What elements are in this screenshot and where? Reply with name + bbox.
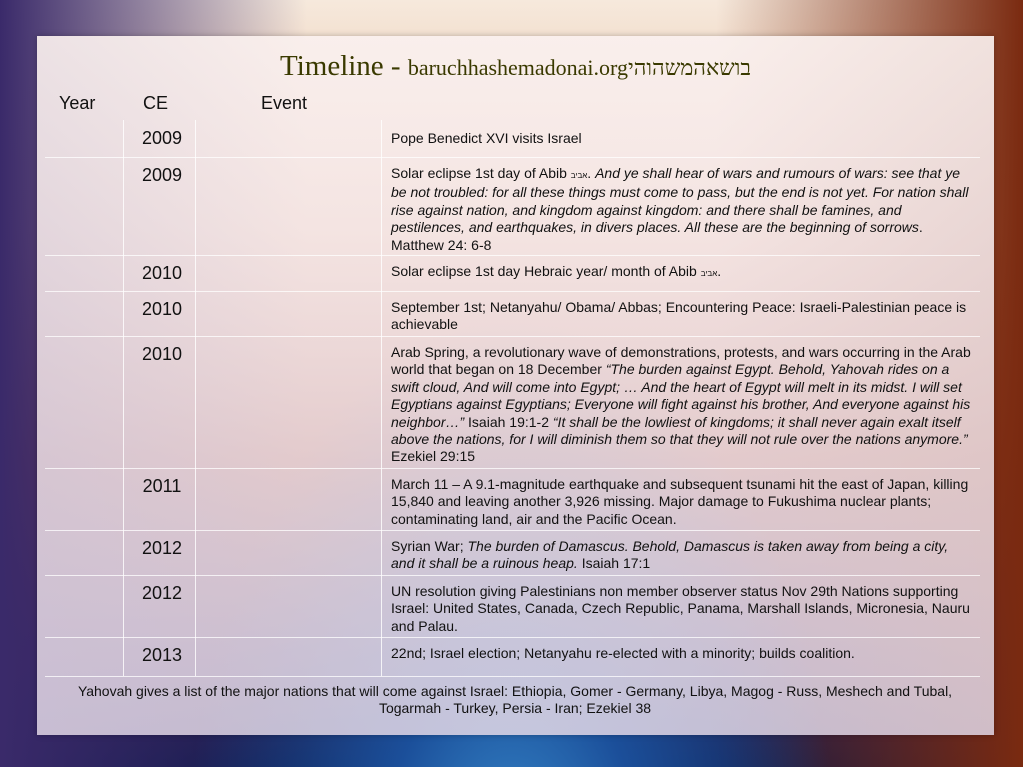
table-row (45, 575, 980, 638)
table-row (45, 157, 980, 256)
row-year: 2012 (141, 583, 183, 603)
title-main: Timeline - (280, 50, 408, 82)
header-ce: CE (143, 93, 169, 113)
table-row (45, 468, 980, 531)
slide-title (37, 50, 994, 83)
row-event: September 1st; Netanyahu/ Obama/ Abbas; Encountering Peace: Israeli-Palestinian peace is achievable (391, 299, 967, 333)
row-event: Pope Benedict XVI visits Israel (391, 130, 582, 146)
header-year: Year (59, 93, 96, 113)
row-year: 2010 (141, 344, 183, 364)
row-year: 2011 (142, 476, 182, 496)
title-site: baruchhashemadonai.org (407, 55, 628, 80)
row-year: 2013 (141, 645, 183, 665)
title-hebrew: בושאהמשהוהי (627, 55, 751, 80)
row-event: UN resolution giving Palestinians non member observer status Nov 29th Nations supporting Israel: United States, Canada, Czech Republic, Panama, Marshall Islands, Micronesia, Nauru and Palau. (391, 583, 970, 634)
row-year: 2010 (141, 299, 183, 319)
table-row (45, 120, 980, 158)
row-year: 2010 (141, 263, 183, 283)
row-event: March 11 – A 9.1-magnitude earthquake and subsequent tsunami hit the east of Japan, killing 15,840 and leaving another 3,926 missing. Major damage to Fukushima nuclear plants; contaminating land, air and the Pacific Ocean. (391, 476, 969, 527)
row-event: Solar eclipse 1st day Hebraic year/ month of Abib אביב. (391, 263, 722, 279)
row-event: Syrian War; The burden of Damascus. Behold, Damascus is taken away from being a city, and it shall be a ruinous heap. Isaiah 17:1 (391, 538, 949, 572)
slide (37, 36, 994, 735)
table-row (45, 530, 980, 576)
table-row (45, 336, 980, 469)
table-row (45, 637, 980, 677)
footer-note: Yahovah gives a list of the major nations that will come against Israel: Ethiopia, Gomer - Germany, Libya, Magog - Russ, Meshech and Tubal, Togarmah - Turkey, Persia - Iran; Ezekiel 38 (77, 683, 953, 717)
row-year: 2009 (141, 165, 183, 185)
table-row (45, 291, 980, 337)
row-year: 2009 (141, 128, 183, 148)
table-row (45, 255, 980, 292)
row-event: Solar eclipse 1st day of Abib אביב. And ye shall hear of wars and rumours of wars: see that ye be not troubled: for all these things must come to pass, but the end is not yet. For nation shall rise against nation, and kingdom against kingdom: and there shall be famines, and pestilences, and earthquakes, in divers places. All these are the beginning of sorrows. Matthew 24: 6-8 (391, 165, 969, 253)
header-event: Event (261, 93, 308, 113)
row-event: 22nd; Israel election; Netanyahu re-elected with a minority; builds coalition. (391, 645, 855, 661)
row-year: 2012 (141, 538, 183, 558)
row-event: Arab Spring, a revolutionary wave of demonstrations, protests, and wars occurring in the Arab world that began on 18 December “The burden against Egypt. Behold, Yahovah rides on a swift cloud, And will come into Egypt; … And the heart of Egypt will melt in its midst. I will set Egyptians against Egyptians; Everyone will fight against his brother, And everyone against his neighbor…” Isaiah 19:1-2 “It shall be the lowliest of kingdoms; it shall never again exalt itself above the nations, for I will diminish them so that they will not rule over the nations anymore.” Ezekiel 29:15 (391, 344, 971, 465)
